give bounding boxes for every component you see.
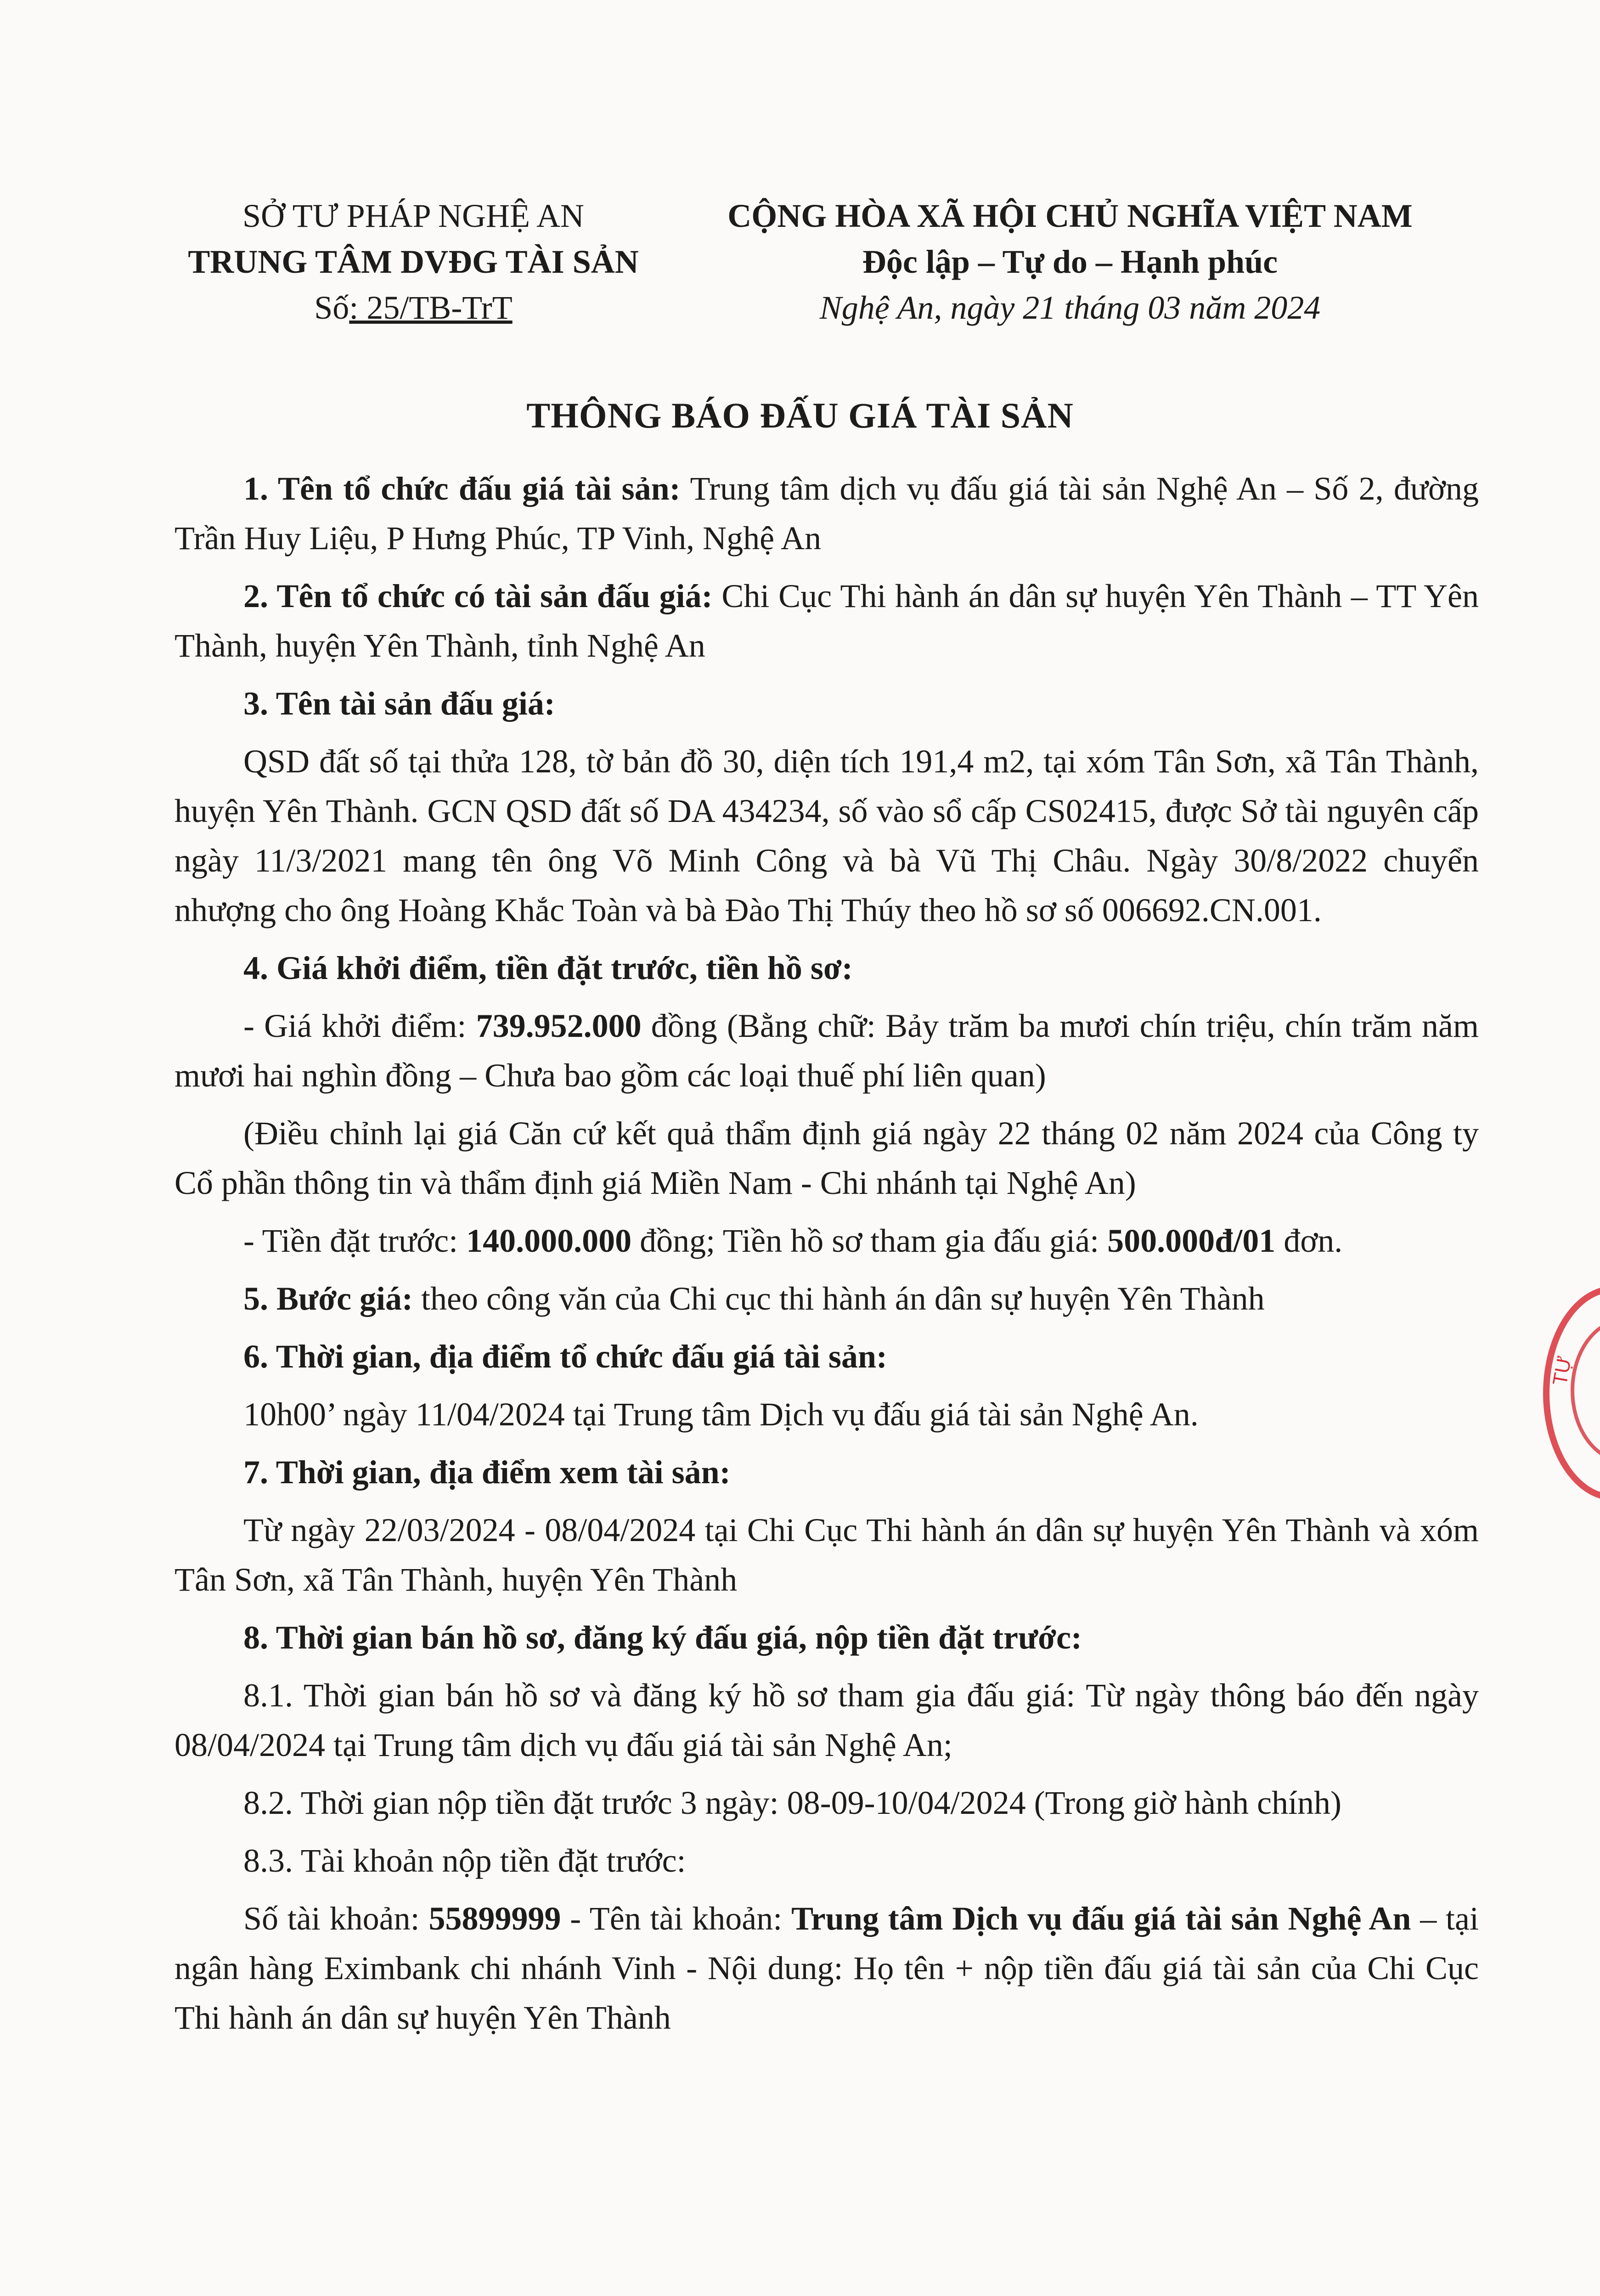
- bank-account-number: 55899999: [428, 1900, 561, 1937]
- starting-price: [175, 1001, 1479, 1100]
- section-2: [175, 571, 1479, 670]
- section-5-text: theo công văn của Chi cục thi hành án dân sự huyện Yên Thành: [413, 1280, 1265, 1317]
- deposit-value: 140.000.000: [466, 1222, 632, 1259]
- document-number: [138, 285, 689, 331]
- red-seal-text: TỰ: [1549, 1354, 1576, 1387]
- section-6-label: 6. Thời gian, địa điểm tổ chức đấu giá tài sản:: [243, 1338, 887, 1375]
- section-7-label: 7. Thời gian, địa điểm xem tài sản:: [243, 1454, 731, 1491]
- national-motto: Độc lập – Tự do – Hạnh phúc: [862, 243, 1278, 280]
- section-1-label: 1. Tên tổ chức đấu giá tài sản:: [243, 470, 681, 507]
- document-body: [175, 464, 1479, 2051]
- place-date: Nghệ An, ngày 21 tháng 03 năm 2024: [819, 289, 1321, 326]
- bank-account-name: Trung tâm Dịch vụ đấu giá tài sản Nghệ An: [791, 1900, 1411, 1937]
- section-8-2: 8.2. Thời gian nộp tiền đặt trước 3 ngày: 08-09-10/04/2024 (Trong giờ hành chính): [243, 1784, 1341, 1821]
- deposit-post: đơn.: [1275, 1222, 1343, 1259]
- bank-account-post: – tại ngân hàng Eximbank chi nhánh Vinh - Nội dung: Họ tên + nộp tiền đấu giá tài sản của Chi Cục Thi hành án dân sự huyện Yên Thành: [175, 1900, 1479, 2036]
- section-1-text: Trung tâm dịch vụ đấu giá tài sản Nghệ An – Số 2, đường Trần Huy Liệu, P Hưng Phúc, TP Vinh, Nghệ An: [175, 470, 1479, 557]
- section-3-label: 3. Tên tài sản đấu giá:: [243, 685, 555, 722]
- section-8-1: 8.1. Thời gian bán hồ sơ và đăng ký hồ sơ tham gia đấu giá: Từ ngày thông báo đến ngày 08/04/2024 tại Trung tâm dịch vụ đấu giá tài sản Nghệ An;: [175, 1677, 1479, 1763]
- section-8-label: 8. Thời gian bán hồ sơ, đăng ký đấu giá, nộp tiền đặt trước:: [243, 1619, 1082, 1656]
- bank-account-mid: - Tên tài khoản:: [561, 1900, 792, 1937]
- section-2-label: 2. Tên tổ chức có tài sản đấu giá:: [243, 578, 713, 614]
- document-number-value: : 25/TB-TrT: [349, 289, 513, 326]
- document-number-prefix: Số: [314, 289, 349, 326]
- header-right: [680, 193, 1460, 331]
- section-4-label: 4. Giá khởi điểm, tiền đặt trước, tiền hồ sơ:: [243, 950, 853, 986]
- starting-price-pre: - Giá khởi điểm:: [243, 1007, 476, 1044]
- starting-price-post: đồng (Bằng chữ: Bảy trăm ba mươi chín triệu, chín trăm năm mươi hai nghìn đồng – Chưa bao gồm các loại thuế phí liên quan): [175, 1007, 1479, 1094]
- page-title: THÔNG BÁO ĐẤU GIÁ TÀI SẢN: [526, 395, 1074, 435]
- national-title: CỘNG HÒA XÃ HỘI CHỦ NGHĨA VIỆT NAM: [727, 197, 1413, 234]
- section-7-text: Từ ngày 22/03/2024 - 08/04/2024 tại Chi Cục Thi hành án dân sự huyện Yên Thành và xóm Tân Sơn, xã Tân Thành, huyện Yên Thành: [175, 1512, 1479, 1598]
- bank-account: [175, 1894, 1479, 2043]
- section-5-label: 5. Bước giá:: [243, 1280, 413, 1317]
- section-1: [175, 464, 1479, 563]
- deposit-fee: [175, 1216, 1479, 1266]
- section-3-text: QSD đất số tại thửa 128, tờ bản đồ 30, diện tích 191,4 m2, tại xóm Tân Sơn, xã Tân Thành, huyện Yên Thành. GCN QSD đất số DA 434234, số vào sổ cấp CS02415, được Sở tài nguyên cấp ngày 11/3/2021 mang tên ông Võ Minh Công và bà Vũ Thị Châu. Ngày 30/8/2022 chuyển nhượng cho ông Hoàng Khắc Toàn và bà Đào Thị Thúy theo hồ sơ số 006692.CN.001.: [175, 743, 1479, 929]
- agency-name: TRUNG TÂM DVĐG TÀI SẢN: [188, 243, 639, 280]
- header-left: [138, 193, 689, 331]
- deposit-pre: - Tiền đặt trước:: [243, 1222, 467, 1259]
- section-5: [175, 1274, 1479, 1323]
- section-2-text: Chi Cục Thi hành án dân sự huyện Yên Thành – TT Yên Thành, huyện Yên Thành, tỉnh Nghệ An: [175, 578, 1479, 664]
- agency-parent: SỞ TƯ PHÁP NGHỆ AN: [242, 197, 584, 234]
- bank-account-pre: Số tài khoản:: [243, 1900, 429, 1937]
- section-8-3: 8.3. Tài khoản nộp tiền đặt trước:: [243, 1842, 686, 1879]
- fee-value: 500.000đ/01: [1107, 1222, 1276, 1259]
- starting-price-value: 739.952.000: [476, 1007, 642, 1044]
- price-adjustment-note: (Điều chỉnh lại giá Căn cứ kết quả thẩm định giá ngày 22 tháng 02 năm 2024 của Công ty Cổ phần thông tin và thẩm định giá Miền Nam - Chi nhánh tại Nghệ An): [175, 1115, 1479, 1201]
- section-6-text: 10h00’ ngày 11/04/2024 tại Trung tâm Dịch vụ đấu giá tài sản Nghệ An.: [243, 1396, 1199, 1433]
- deposit-mid: đồng; Tiền hồ sơ tham gia đấu giá:: [631, 1222, 1108, 1259]
